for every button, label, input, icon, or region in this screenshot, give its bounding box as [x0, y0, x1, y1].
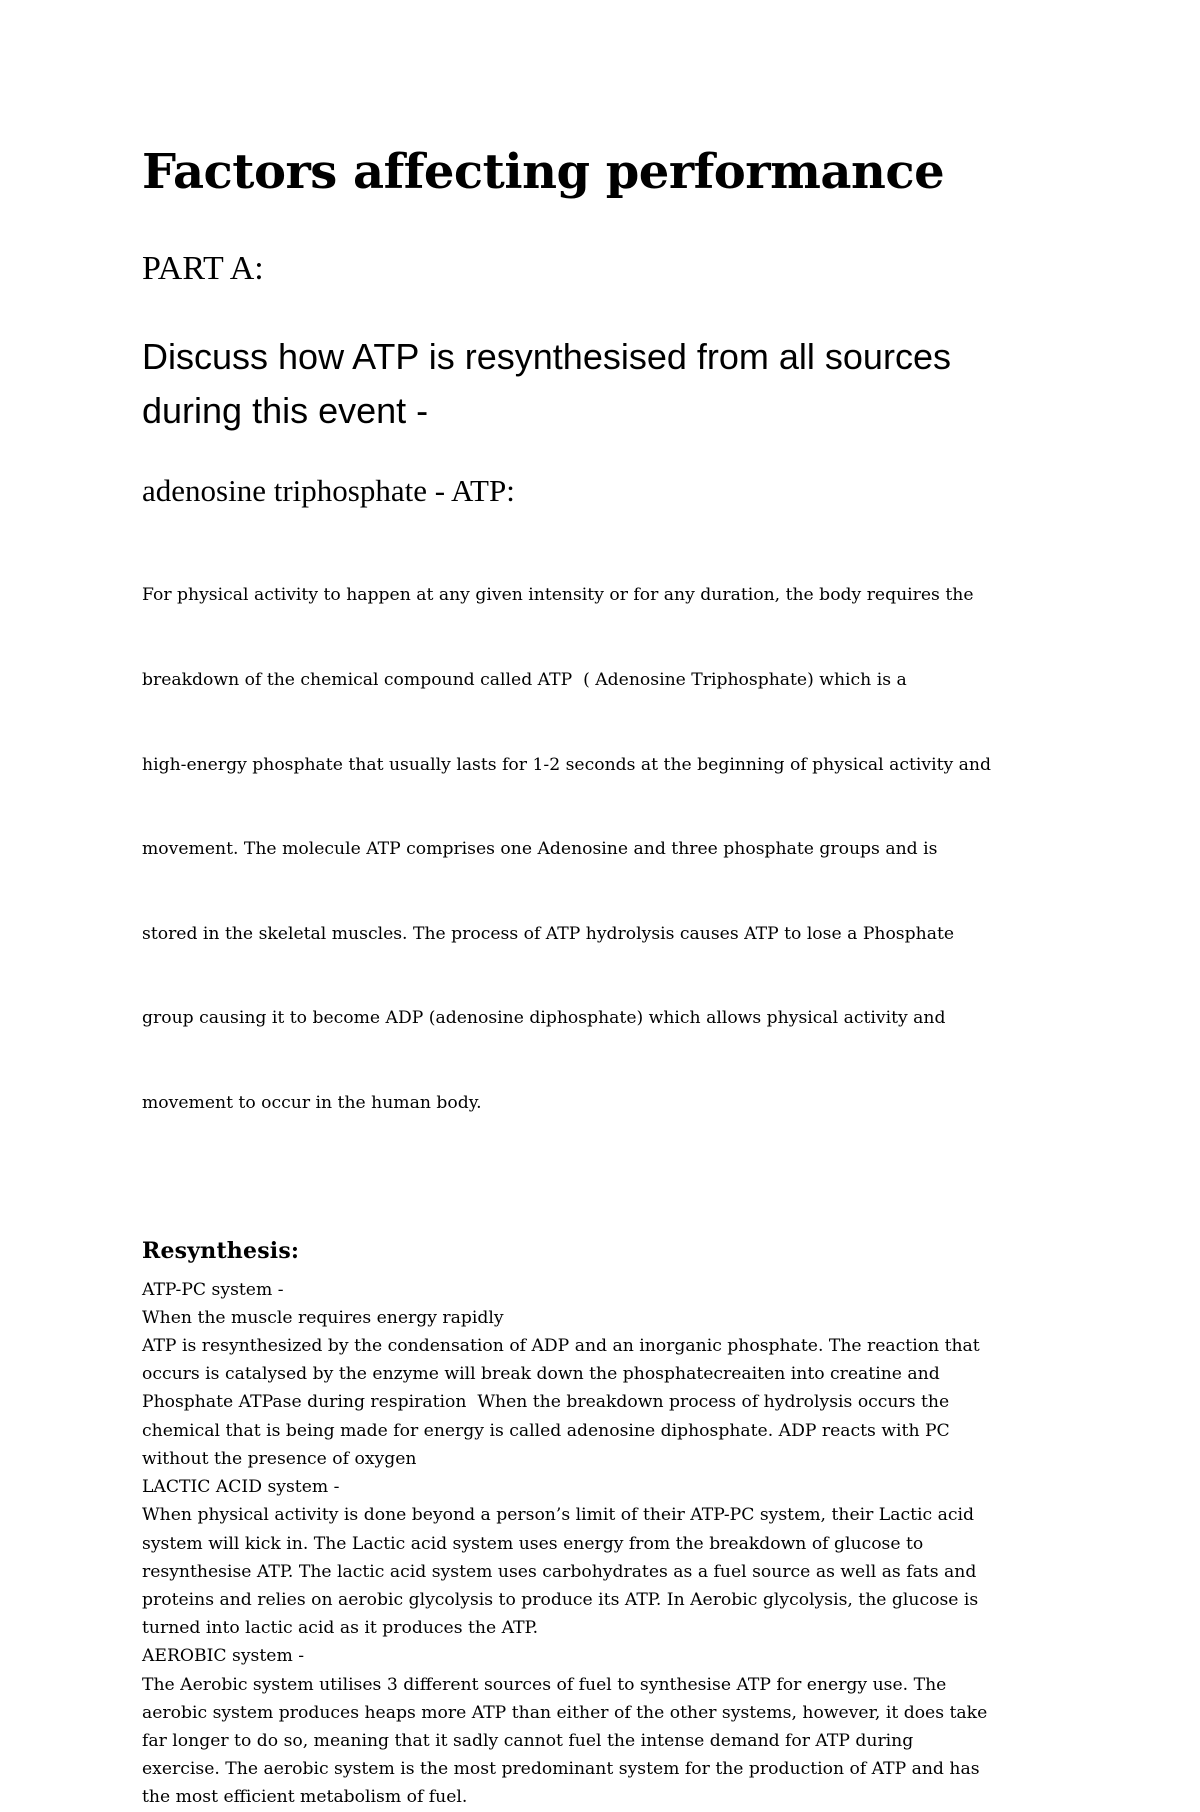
system-heading-atp-pc: ATP-PC system -: [142, 1279, 284, 1300]
paragraph-line: ATP is resynthesized by the condensation of ADP and an inorganic phosphate. The reaction that: [142, 1336, 980, 1357]
paragraph-line: breakdown of the chemical compound called ATP ( Adenosine Triphosphate) which is a: [142, 670, 907, 691]
paragraph-line: When physical activity is done beyond a person’s limit of their ATP-PC system, their Lactic acid: [142, 1505, 974, 1526]
paragraph-line: system will kick in. The Lactic acid system uses energy from the breakdown of glucose to: [142, 1533, 924, 1554]
system-heading-aerobic: AEROBIC system -: [142, 1646, 305, 1667]
paragraph-line: movement. The molecule ATP comprises one Adenosine and three phosphate groups and is: [142, 839, 938, 860]
question-line: Discuss how ATP is resynthesised from all sources: [142, 336, 951, 377]
paragraph-line: When the muscle requires energy rapidly: [142, 1307, 504, 1328]
document-title: Factors affecting performance: [142, 144, 945, 200]
paragraph-line: Phosphate ATPase during respiration When the breakdown process of hydrolysis occurs the: [142, 1392, 950, 1413]
paragraph-line: proteins and relies on aerobic glycolysis to produce its ATP. In Aerobic glycolysis, the glucose is: [142, 1589, 979, 1610]
paragraph-line: stored in the skeletal muscles. The process of ATP hydrolysis causes ATP to lose a Phosphate: [142, 923, 955, 944]
resynthesis-body: [142, 1276, 1072, 1812]
atp-subheading: adenosine triphosphate - ATP:: [142, 473, 515, 508]
paragraph-line: exercise. The aerobic system is the most predominant system for the production of ATP and has: [142, 1759, 980, 1780]
paragraph-line: turned into lactic acid as it produces the ATP.: [142, 1618, 539, 1639]
paragraph-line: chemical that is being made for energy is called adenosine diphosphate. ADP reacts with PC: [142, 1420, 950, 1441]
question-line: during this event -: [142, 390, 429, 431]
paragraph-line: high-energy phosphate that usually lasts for 1-2 seconds at the beginning of physical activity and: [142, 754, 991, 775]
system-heading-lactic-acid: LACTIC ACID system -: [142, 1477, 340, 1498]
paragraph-line: occurs is catalysed by the enzyme will break down the phosphatecreaiten into creatine and: [142, 1364, 940, 1385]
intro-paragraph: [142, 525, 1072, 1174]
part-label: PART A:: [142, 250, 264, 287]
document-page: [142, 140, 1072, 1812]
paragraph-line: far longer to do so, meaning that it sadly cannot fuel the intense demand for ATP during: [142, 1730, 914, 1751]
paragraph-line: without the presence of oxygen: [142, 1448, 417, 1469]
paragraph-line: The Aerobic system utilises 3 different sources of fuel to synthesise ATP for energy use. The: [142, 1674, 947, 1695]
paragraph-line: the most efficient metabolism of fuel.: [142, 1787, 468, 1808]
paragraph-line: movement to occur in the human body.: [142, 1093, 482, 1114]
paragraph-line: resynthesise ATP. The lactic acid system uses carbohydrates as a fuel source as well as fats and: [142, 1561, 977, 1582]
paragraph-line: group causing it to become ADP (adenosine diphosphate) which allows physical activity and: [142, 1008, 946, 1029]
paragraph-line: aerobic system produces heaps more ATP than either of the other systems, however, it does take: [142, 1702, 988, 1723]
resynthesis-heading: Resynthesis:: [142, 1237, 300, 1264]
question-heading: [142, 330, 1072, 438]
paragraph-line: For physical activity to happen at any given intensity or for any duration, the body requires the: [142, 585, 974, 606]
